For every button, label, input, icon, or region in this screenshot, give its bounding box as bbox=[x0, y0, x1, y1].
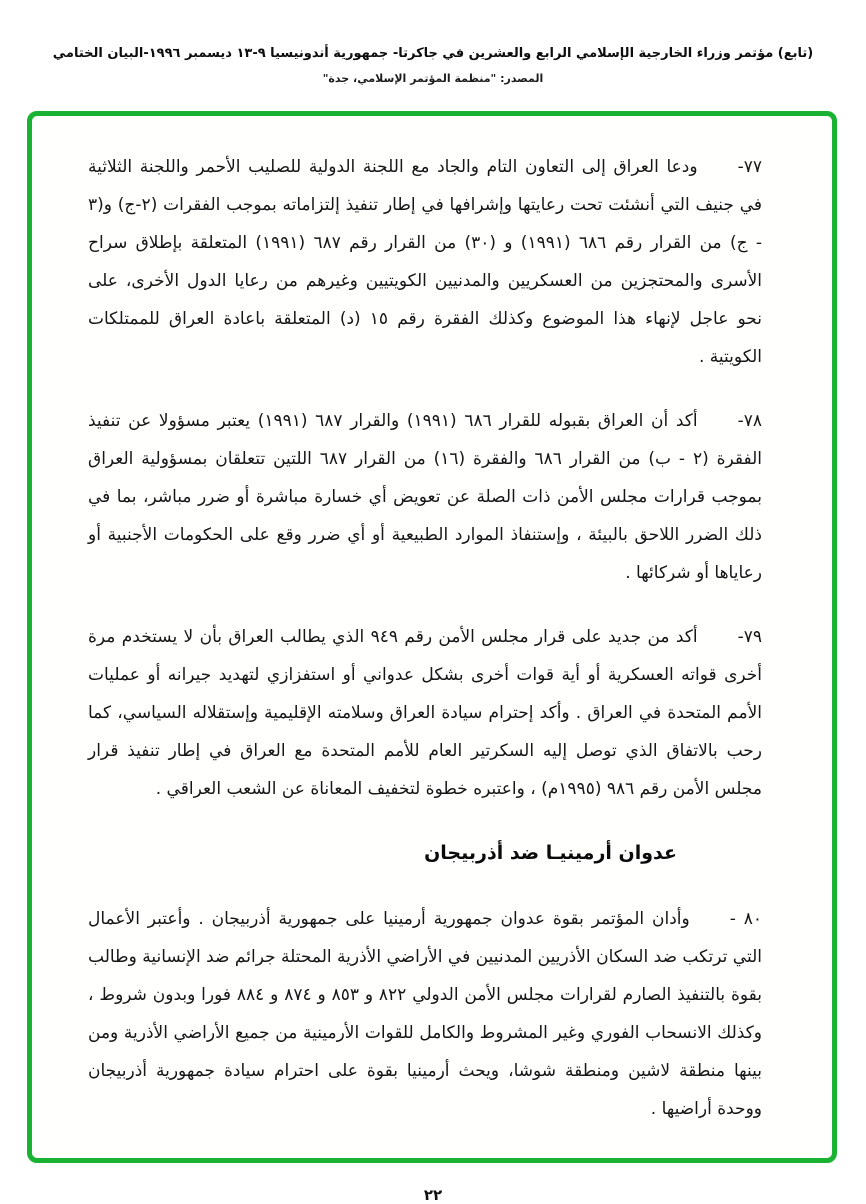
header-source: المصدر: "منظمة المؤتمر الإسلامي، جدة" bbox=[322, 72, 544, 85]
paragraph-78-text: أكد أن العراق بقبوله للقرار ٦٨٦ (١٩٩١) والقرار ٦٨٧ (١٩٩١) يعتبر مسؤولا عن تنفيذ الفقرة (٢ - ب) من القرار ٦٨٦ والفقرة (١٦) من القرار ٦٨٧ اللتين تتعلقان بمسؤولية العراق بموجب قرارات مجلس الأمن ذات الصلة عن تعويض أي خسارة مباشرة أو ضرر مباشر، بما في ذلك الضرر اللاحق بالبيئة ، وإستنفاذ الموارد الطبيعية أو أي ضرر وقع على الحكومات الأجنبية أو رعاياها أو شركائها . bbox=[88, 411, 762, 583]
paragraph-80 bbox=[88, 900, 762, 1128]
paragraph-77-number: ٧٧- bbox=[737, 157, 762, 177]
header-title: (تابع) مؤتمر وزراء الخارجية الإسلامي الرابع والعشرين في جاكرتا- جمهورية أندونيسيا ٩-١٣ ديسمبر ١٩٩٦-البيان الختامي bbox=[52, 46, 814, 61]
document-header bbox=[0, 0, 866, 85]
paragraph-80-text: وأدان المؤتمر بقوة عدوان جمهورية أرمينيا على جمهورية أذربيجان . وأعتبر الأعمال التي ترتكب ضد السكان الأذريين المدنيين في الأراضي الأذرية المحتلة جرائم ضد الإنسانية وطالب بقوة بالتنفيذ الصارم لقرارات مجلس الأمن الدولي ٨٢٢ و ٨٥٣ و ٨٧٤ و ٨٨٤ فورا وبدون شروط ، وكذلك الانسحاب الفوري وغير المشروط والكامل للقوات الأرمينية من جميع الأراضي الأذرية ومن بينها منطقة لاشين ومنطقة شوشا، ويحث أرمينيا بقوة على احترام سيادة جمهورية أذربيجان ووحدة أراضيها . bbox=[88, 909, 762, 1119]
paragraph-79-number: ٧٩- bbox=[737, 627, 762, 647]
paragraph-77 bbox=[88, 148, 762, 376]
paragraph-80-number: ٨٠ - bbox=[729, 909, 762, 929]
content-frame bbox=[27, 111, 837, 1163]
paragraph-78-number: ٧٨- bbox=[737, 411, 762, 431]
paragraph-79 bbox=[88, 618, 762, 808]
document-body bbox=[32, 116, 832, 1158]
section-heading: عدوان أرمينيـا ضد أذربيجان bbox=[424, 842, 677, 864]
page-footer bbox=[0, 1185, 866, 1204]
page-number: ٢٢ bbox=[423, 1186, 443, 1204]
paragraph-78 bbox=[88, 402, 762, 592]
paragraph-79-text: أكد من جديد على قرار مجلس الأمن رقم ٩٤٩ الذي يطالب العراق بأن لا يستخدم مرة أخرى قواته العسكرية أو أية قوات أخرى بشكل عدواني أو استفزازي لتهديد جيرانه أو عمليات الأمم المتحدة في العراق . وأكد إحترام سيادة العراق وسلامته الإقليمية وإستقلاله السياسي، كما رحب بالاتفاق الذي توصل إليه السكرتير العام للأمم المتحدة مع العراق في إطار تنفيذ قرار مجلس الأمن رقم ٩٨٦ (١٩٩٥م) ، واعتبره خطوة لتخفيف المعاناة عن الشعب العراقي . bbox=[88, 627, 762, 799]
paragraph-77-text: ودعا العراق إلى التعاون التام والجاد مع اللجنة الدولية للصليب الأحمر واللجنة الثلاثية في جنيف التي أنشئت تحت رعايتها وإشرافها في إطار تنفيذ إلتزاماته بموجب الفقرات (٢-ج) و(٣ - ج) من القرار رقم ٦٨٦ (١٩٩١) و (٣٠) من القرار رقم ٦٨٧ (١٩٩١) المتعلقة بإطلاق سراح الأسرى والمحتجزين من العسكريين والمدنيين الكويتيين وغيرهم من رعايا الدول الأخرى، على نحو عاجل لإنهاء هذا الموضوع وكذلك الفقرة رقم ١٥ (د) المتعلقة باعادة العراق للممتلكات الكويتية . bbox=[88, 157, 762, 367]
